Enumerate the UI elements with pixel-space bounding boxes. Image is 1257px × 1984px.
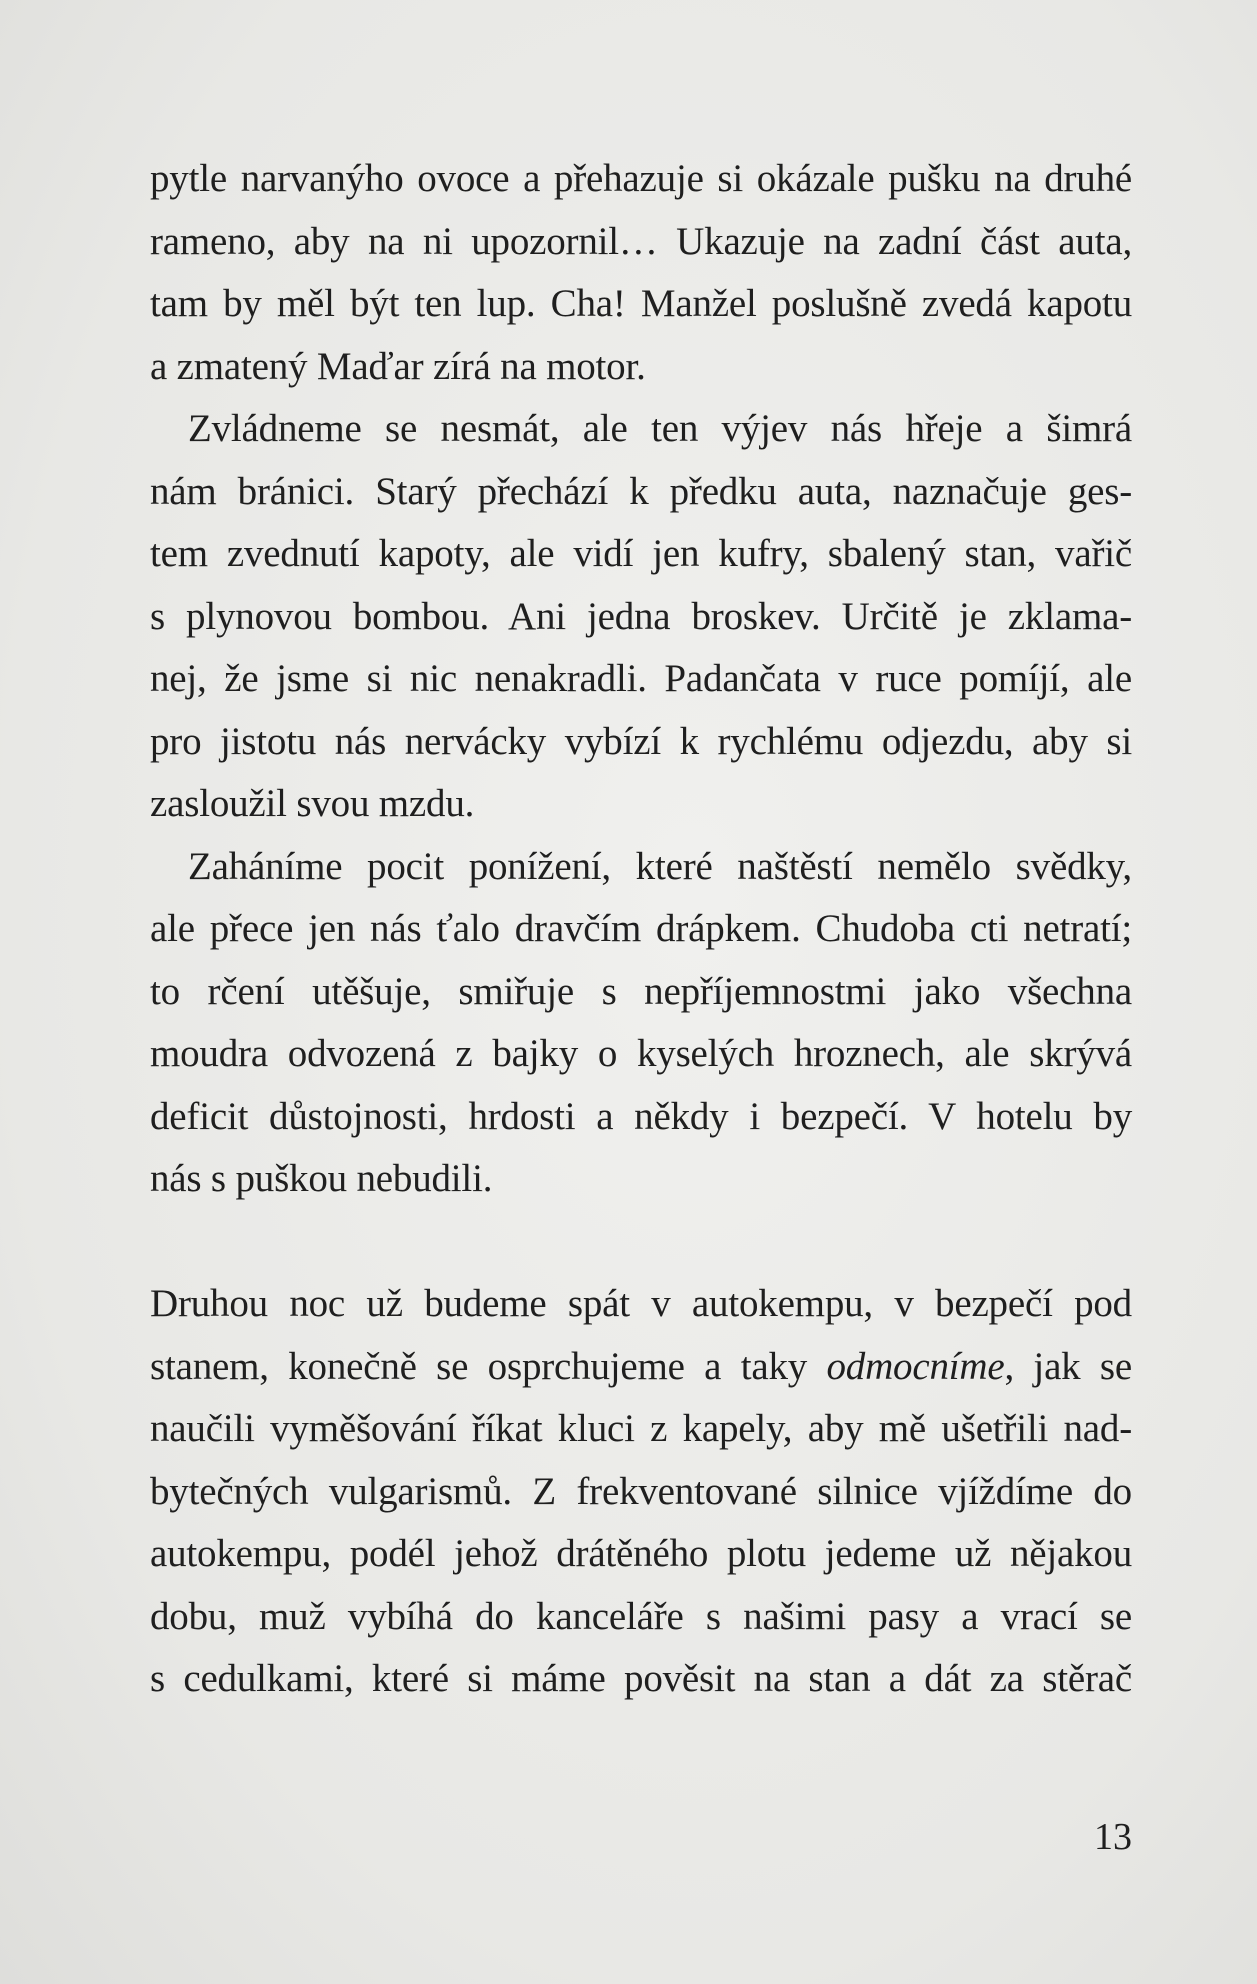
body-text [150,148,1132,1711]
text-line: naučili vyměšování říkat kluci z kapely, aby mě ušetřili nad- [150,1407,1132,1450]
text-line: dobu, muž vybíhá do kanceláře s našimi pasy a vrací se [150,1594,1132,1638]
text-line: tem zvednutí kapoty, ale vidí jen kufry, sbalený stan, vařič [150,532,1132,575]
text-line: Druhou noc už budeme spát v autokempu, v bezpečí pod [150,1282,1132,1325]
text-line: pytle narvanýho ovoce a přehazuje si okázale pušku na druhé [150,157,1132,200]
text-line: ale přece jen nás ťalo dravčím drápkem. Chudoba cti netratí; [150,907,1132,950]
paragraph-2 [150,398,1132,836]
text-line: pro jistotu nás nervácky vybízí k rychlému odjezdu, aby si [150,719,1132,763]
text-line: Zvládneme se nesmát, ale ten výjev nás hřeje a šimrá [188,407,1132,450]
paragraph-4 [150,1273,1132,1711]
text-line: rameno, aby na ni upozornil… Ukazuje na zadní část auta, [150,219,1132,263]
text-line: deficit důstojnosti, hrdosti a někdy i bezpečí. V hotelu by [150,1094,1132,1138]
text-line: zasloužil svou mzdu. [150,782,475,825]
text-line: s plynovou bombou. Ani jedna broskev. Určitě je zklama- [150,594,1132,638]
text-line: autokempu, podél jehož drátěného plotu jedeme už nějakou [150,1532,1132,1575]
text-line: stanem, konečně se osprchujeme a taky odmocníme, jak se [150,1344,1132,1388]
section-break [150,1211,1132,1274]
text-line: to rčení utěšuje, smiřuje s nepříjemnostmi jako všechna [150,969,1132,1013]
text-line: nám bránici. Starý přechází k předku auta, naznačuje ges- [150,469,1132,513]
text-line: s cedulkami, které si máme pověsit na stan a dát za stěrač [150,1657,1132,1700]
paragraph-3 [150,836,1132,1211]
page-number: 13 [1094,1816,1132,1858]
italic-word: odmocníme [826,1344,1005,1388]
text-line: tam by měl být ten lup. Cha! Manžel poslušně zvedá kapotu [150,282,1132,325]
text-line: bytečných vulgarismů. Z frekventované silnice vjíždíme do [150,1469,1132,1513]
text-line: a zmatený Maďar zírá na motor. [150,344,646,388]
text-line: moudra odvozená z bajky o kyselých hroznech, ale skrývá [150,1032,1132,1075]
text-line: nej, že jsme si nic nenakradli. Padančata v ruce pomíjí, ale [150,657,1132,700]
text-line: Zaháníme pocit ponížení, které naštěstí nemělo svědky, [188,844,1132,888]
text-line: nás s puškou nebudili. [150,1157,493,1200]
paragraph-1 [150,148,1132,398]
